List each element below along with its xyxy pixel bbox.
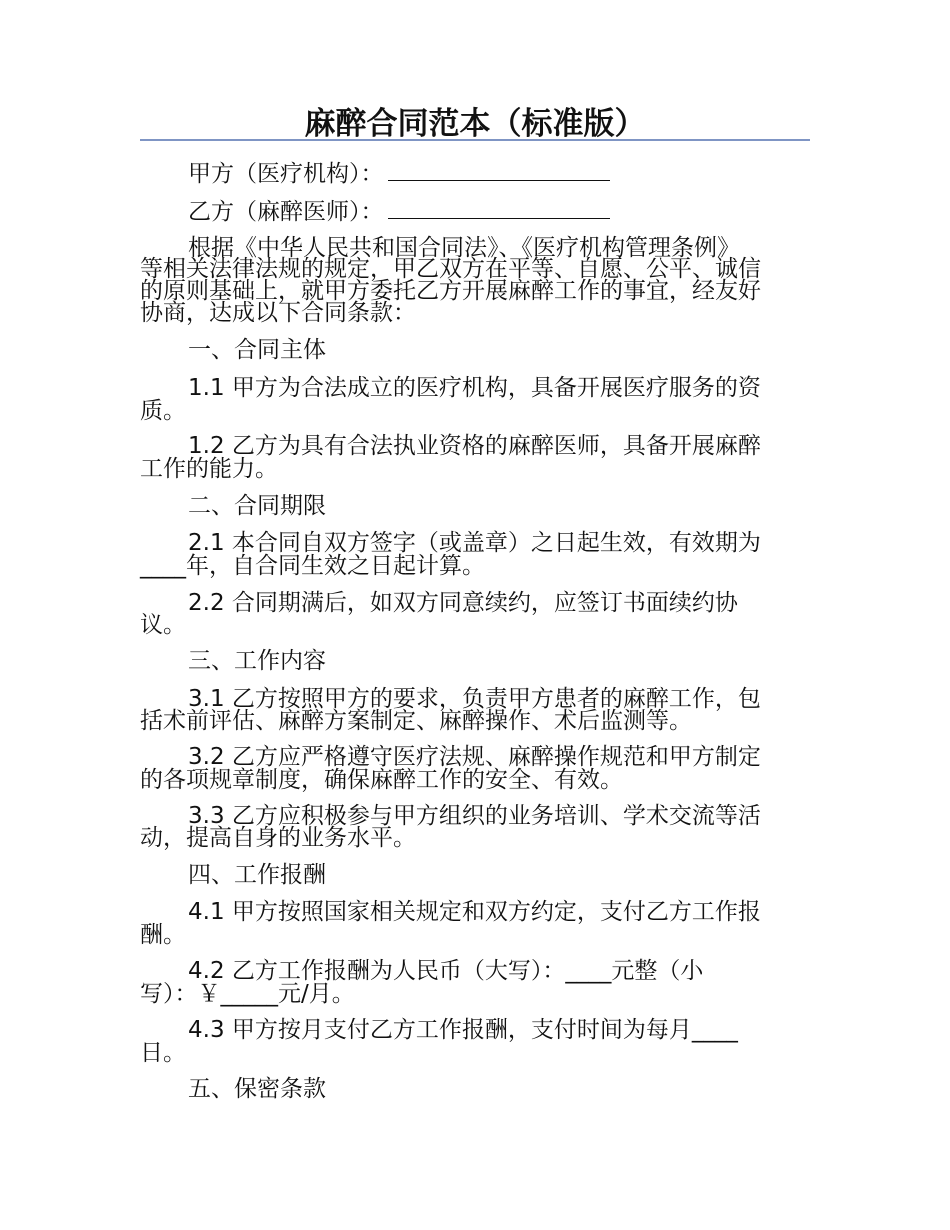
clause-line: 日。: [140, 1040, 186, 1066]
party-a-blank: [388, 158, 610, 181]
clause-line: 写）：￥_____元/月。: [140, 981, 355, 1007]
section-heading: 四、工作报酬: [188, 862, 326, 888]
document-title: 麻醉合同范本（标准版）: [304, 106, 646, 142]
clause-line: 3.1 乙方按照甲方的要求，负责甲方患者的麻醉工作，包: [188, 686, 761, 712]
clause-line: 括术前评估、麻醉方案制定、麻醉操作、术后监测等。: [140, 708, 692, 734]
party-b-label: 乙方（麻醉医师）：: [188, 199, 384, 225]
preamble-line: 的原则基础上，就甲方委托乙方开展麻醉工作的事宜，经友好: [140, 278, 761, 304]
clause-line: 质。: [140, 398, 186, 424]
clause-line: 2.2 合同期满后，如双方同意续约，应签订书面续约协: [188, 590, 738, 616]
party-a-label: 甲方（医疗机构）：: [188, 161, 384, 187]
preamble-line: 根据《中华人民共和国合同法》、《医疗机构管理条例》: [188, 235, 740, 261]
title-underline: [140, 139, 810, 141]
party-a-line: [188, 158, 610, 189]
clause-line: 的各项规章制度，确保麻醉工作的安全、有效。: [140, 767, 623, 793]
preamble-line: 协商，达成以下合同条款：: [140, 300, 416, 326]
section-heading: 五、保密条款: [188, 1076, 326, 1102]
clause-line: 议。: [140, 612, 186, 638]
preamble-line: 等相关法律法规的规定，甲乙双方在平等、自愿、公平、诚信: [140, 256, 761, 282]
party-b-blank: [388, 196, 610, 219]
clause-line: 4.2 乙方工作报酬为人民币（大写）：____元整（小: [188, 958, 704, 984]
section-heading: 二、合同期限: [188, 493, 326, 519]
party-b-line: [188, 196, 610, 227]
clause-line: 酬。: [140, 922, 186, 948]
clause-line: 1.1 甲方为合法成立的医疗机构，具备开展医疗服务的资: [188, 375, 761, 401]
clause-line: 3.2 乙方应严格遵守医疗法规、麻醉操作规范和甲方制定: [188, 744, 761, 770]
clause-line: 3.3 乙方应积极参与甲方组织的业务培训、学术交流等活: [188, 803, 761, 829]
clause-line: 动，提高自身的业务水平。: [140, 825, 416, 851]
clause-line: 工作的能力。: [140, 456, 278, 482]
clause-line: 4.3 甲方按月支付乙方工作报酬，支付时间为每月____: [188, 1017, 738, 1043]
section-heading: 三、工作内容: [188, 648, 326, 674]
clause-line: ____年，自合同生效之日起计算。: [140, 553, 485, 579]
section-heading: 一、合同主体: [188, 337, 326, 363]
clause-line: 4.1 甲方按照国家相关规定和双方约定，支付乙方工作报: [188, 899, 761, 925]
clause-line: 2.1 本合同自双方签字（或盖章）之日起生效，有效期为: [188, 530, 761, 556]
clause-line: 1.2 乙方为具有合法执业资格的麻醉医师，具备开展麻醉: [188, 433, 761, 459]
